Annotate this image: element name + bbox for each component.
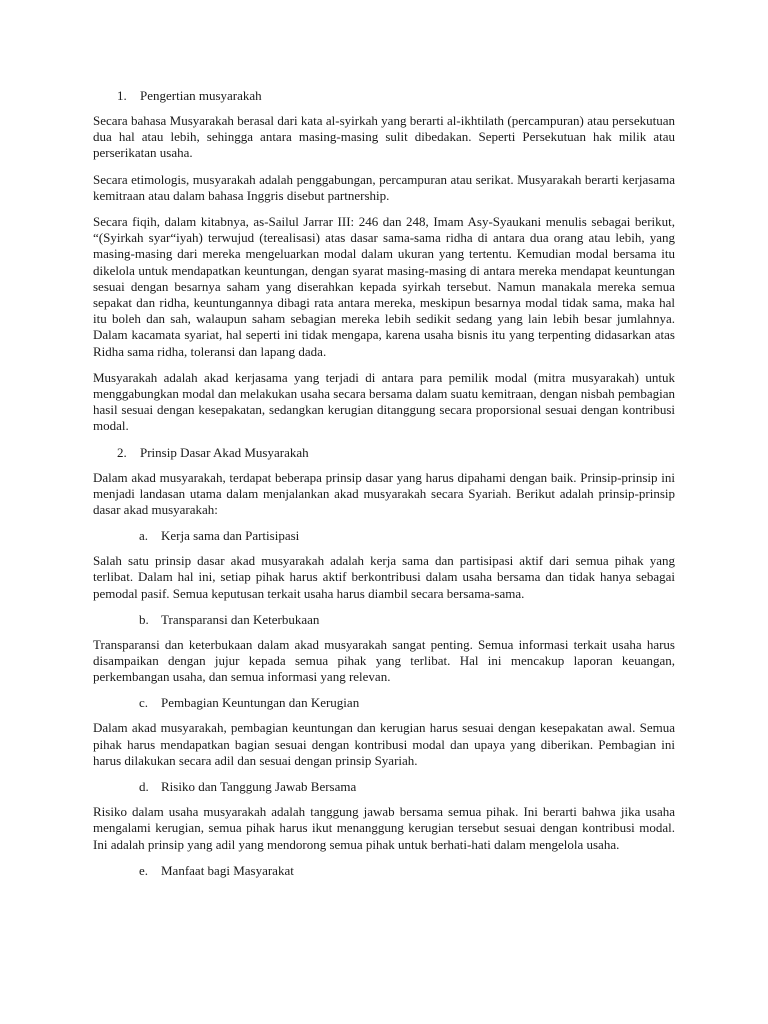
subsection-title: Pembagian Keuntungan dan Kerugian: [161, 695, 360, 711]
subsection-heading-d: [93, 779, 675, 795]
subsection-heading-c: [93, 695, 675, 711]
subsection-letter: e.: [139, 862, 149, 878]
subsection-letter: b.: [139, 611, 149, 627]
paragraph: Salah satu prinsip dasar akad musyarakah adalah kerja sama dan partisipasi aktif dari semua pihak yang terlibat. Dalam hal ini, setiap pihak harus aktif berkontribusi dalam usaha bersama dan tidak hanya sebagai pemodal pasif. Semua keputusan terkait usaha harus diambil secara bersama-sama.: [93, 553, 675, 601]
subsection-title: Manfaat bagi Masyarakat: [161, 862, 294, 878]
subsection-letter: a.: [139, 528, 149, 544]
subsection-letter: c.: [139, 695, 149, 711]
paragraph: Dalam akad musyarakah, pembagian keuntungan dan kerugian harus sesuai dengan kesepakatan awal. Semua pihak harus mendapatkan bagian sesuai dengan kontribusi modal dan upaya yang diberikan. Pembagian ini harus dilakukan secara adil dan sesuai dengan prinsip Syariah.: [93, 720, 675, 768]
subsection-heading-a: [93, 528, 675, 544]
section-title: Prinsip Dasar Akad Musyarakah: [140, 444, 309, 460]
paragraph: Secara bahasa Musyarakah berasal dari kata al-syirkah yang berarti al-ikhtilath (percampuran) atau persekutuan dua hal atau lebih, sehingga antara masing-masing sulit dibedakan. Seperti Persekutuan hak milik atau perserikatan usaha.: [93, 113, 675, 161]
section-heading-1: [93, 88, 675, 104]
subsection-title: Kerja sama dan Partisipasi: [161, 528, 300, 544]
paragraph: Dalam akad musyarakah, terdapat beberapa prinsip dasar yang harus dipahami dengan baik. Prinsip-prinsip ini menjadi landasan utama dalam menjalankan akad musyarakah secara Syariah. Berikut adalah prinsip-prinsip dasar akad musyarakah:: [93, 469, 675, 518]
subsection-title: Risiko dan Tanggung Jawab Bersama: [161, 779, 357, 795]
section-number: 2.: [117, 444, 127, 460]
paragraph: Secara etimologis, musyarakah adalah penggabungan, percampuran atau serikat. Musyarakah berarti kerjasama kemitraan atau dalam bahasa Inggris disebut partnership.: [93, 171, 675, 203]
subsection-title: Transparansi dan Keterbukaan: [161, 611, 320, 627]
section-heading-2: [93, 445, 675, 461]
paragraph: Risiko dalam usaha musyarakah adalah tanggung jawab bersama semua pihak. Ini berarti bahwa jika usaha mengalami kerugian, semua pihak harus ikut menanggung kerugian tersebut sesuai dengan kontribusi modal. Ini adalah prinsip yang adil yang mendorong semua pihak untuk berhati-hati dalam mengelola usaha.: [93, 804, 675, 852]
subsection-heading-e: [93, 863, 675, 879]
paragraph: Secara fiqih, dalam kitabnya, as-Sailul Jarrar III: 246 dan 248, Imam Asy-Syaukani menulis sebagai berikut, “(Syirkah syar“iyah) terwujud (terealisasi) atas dasar sama-sama ridha di antara dua orang atau lebih, yang masing-masing dari mereka mengeluarkan modal dalam ukuran yang tertentu. Kemudian modal bersama itu dikelola untuk mendapatkan keuntungan, dengan syarat masing-masing di antara mereka mendapat keuntungan sesuai dengan besarnya saham yang diserahkan kepada syirkah tersebut. Namun manakala mereka semua sepakat dan ridha, keuntungannya dibagi rata antara mereka, meskipun besarnya modal tidak sama, maka hal itu boleh dan sah, walaupun saham sebagian mereka lebih sedikit sedang yang lain lebih besar jumlahnya. Dalam kacamata syariat, hal seperti ini tidak mengapa, karena usaha bisnis itu yang terpenting didasarkan atas Ridha sama ridha, toleransi dan lapang dada.: [93, 214, 675, 359]
paragraph: Transparansi dan keterbukaan dalam akad musyarakah sangat penting. Semua informasi terkait usaha harus disampaikan dengan jujur kepada semua pihak yang terlibat. Hal ini mencakup laporan keuangan, perkembangan usaha, dan semua informasi yang relevan.: [93, 636, 675, 685]
section-title: Pengertian musyarakah: [140, 88, 262, 103]
subsection-heading-b: [93, 612, 675, 628]
section-number: 1.: [117, 88, 127, 103]
subsection-letter: d.: [139, 779, 149, 795]
paragraph: Musyarakah adalah akad kerjasama yang terjadi di antara para pemilik modal (mitra musyarakah) untuk menggabungkan modal dan melakukan usaha secara bersama dalam suatu kemitraan, dengan nisbah pembagian hasil sesuai dengan kesepakatan, sedangkan kerugian ditanggung secara proporsional sesuai dengan kontribusi modal.: [93, 369, 675, 434]
